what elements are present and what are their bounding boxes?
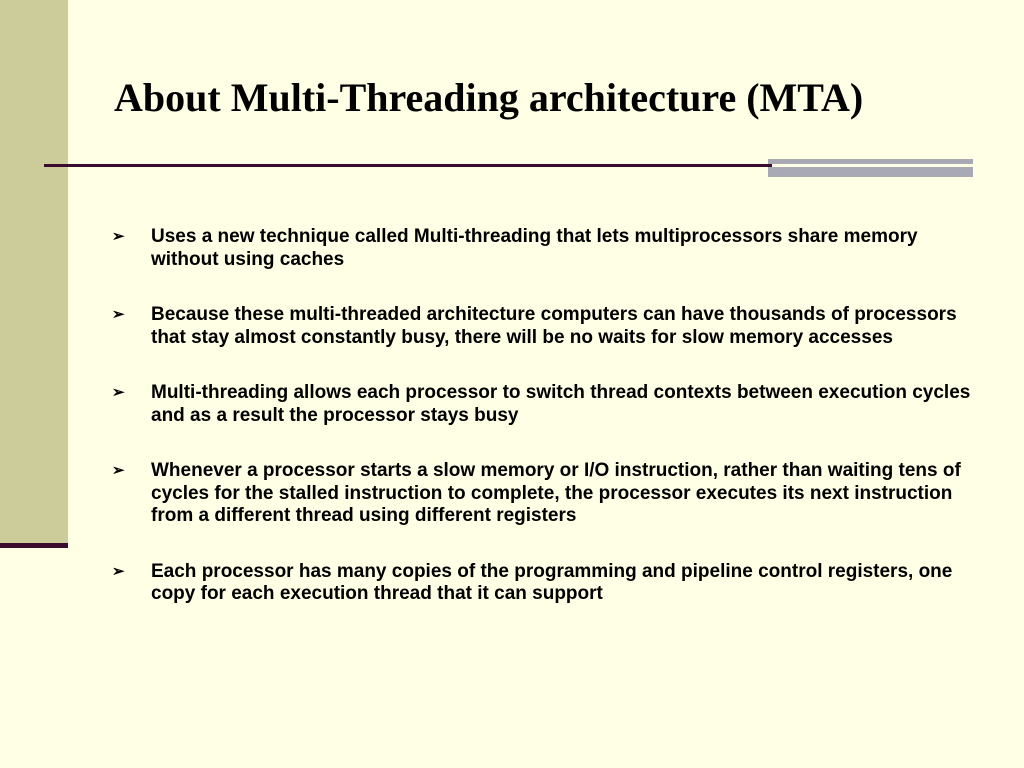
bullet-item xyxy=(112,226,972,271)
bullet-text: Uses a new technique called Multi-threading that lets multiprocessors share memory without using caches xyxy=(151,226,918,270)
bullet-text: Each processor has many copies of the programming and pipeline control registers, one copy for each execution thread that it can support xyxy=(151,560,953,604)
arrow-bullet-icon: ➢ xyxy=(112,462,125,479)
bullet-item xyxy=(112,561,972,606)
title-underline-rule xyxy=(44,164,772,167)
arrow-bullet-icon: ➢ xyxy=(112,384,125,401)
arrow-bullet-icon: ➢ xyxy=(112,306,125,323)
bullet-item xyxy=(112,382,972,427)
arrow-bullet-icon: ➢ xyxy=(112,228,125,245)
bullet-text: Because these multi-threaded architecture computers can have thousands of processors that stay almost constantly busy, there will be no waits for slow memory accesses xyxy=(151,304,957,348)
bullet-item xyxy=(112,460,972,528)
accent-bar xyxy=(768,159,973,164)
title-accent-bars xyxy=(768,159,973,180)
bullet-text: Whenever a processor starts a slow memory or I/O instruction, rather than waiting tens of cycles for the stalled instruction to complete, the processor executes its next instruction from a different thread using different registers xyxy=(151,460,961,526)
arrow-bullet-icon: ➢ xyxy=(112,562,125,580)
bullet-text: Multi-threading allows each processor to switch thread contexts between execution cycles and as a result the processor stays busy xyxy=(151,382,971,426)
left-band-rule xyxy=(0,543,68,548)
left-decorative-band xyxy=(0,0,68,545)
bullet-list xyxy=(112,226,972,639)
accent-bar xyxy=(768,167,973,177)
slide-title: About Multi-Threading architecture (MTA) xyxy=(114,75,864,120)
bullet-item xyxy=(112,304,972,349)
